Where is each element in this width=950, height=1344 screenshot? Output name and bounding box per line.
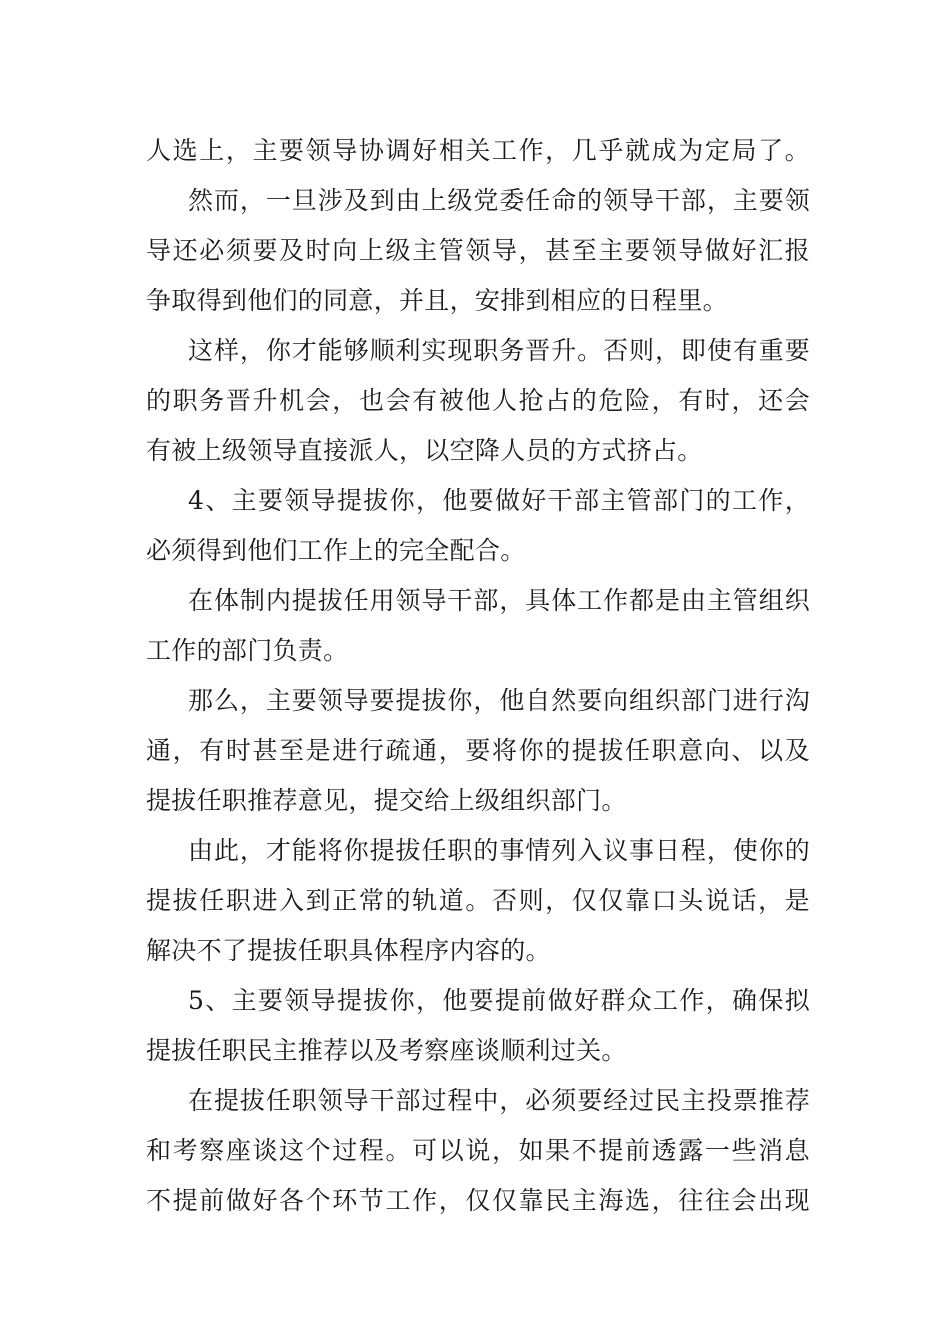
text-line-2: 然而，一旦涉及到由上级党委任命的领导干部，主要领 (188, 186, 810, 215)
text-line-3: 导还必须要及时向上级主管领导，甚至主要领导做好汇报 (146, 236, 810, 265)
text-line-14: 提拔任职推荐意见，提交给上级组织部门。 (146, 786, 627, 815)
text-line-17: 解决不了提拔任职具体程序内容的。 (146, 936, 551, 965)
text-line-13: 通，有时甚至是进行疏通，要将你的提拔任职意向、以及 (146, 736, 810, 765)
text-line-11: 工作的部门负责。 (146, 636, 349, 665)
text-line-5: 这样，你才能够顺利实现职务晋升。否则，即使有重要 (188, 336, 810, 365)
text-line-18: 5、主要领导提拔你，他要提前做好群众工作，确保拟 (188, 986, 810, 1015)
text-line-15: 由此，才能将你提拔任职的事情列入议事日程，使你的 (188, 836, 810, 865)
text-line-12: 那么，主要领导要提拔你，他自然要向组织部门进行沟 (188, 686, 810, 715)
text-line-9: 必须得到他们工作上的完全配合。 (146, 536, 526, 565)
text-line-20: 在提拔任职领导干部过程中，必须要经过民主投票推荐 (188, 1086, 810, 1115)
text-line-19: 提拔任职民主推荐以及考察座谈顺利过关。 (146, 1036, 627, 1065)
text-line-8: 4、主要领导提拔你，他要做好干部主管部门的工作， (188, 486, 810, 515)
text-line-7: 有被上级领导直接派人，以空降人员的方式挤占。 (146, 436, 703, 465)
text-line-6: 的职务晋升机会，也会有被他人抢占的危险，有时，还会 (146, 386, 810, 415)
text-line-21: 和考察座谈这个过程。可以说，如果不提前透露一些消息 (146, 1136, 810, 1165)
body-text (146, 126, 810, 1226)
text-line-1: 人选上，主要领导协调好相关工作，几乎就成为定局了。 (146, 136, 810, 165)
text-line-4: 争取得到他们的同意，并且，安排到相应的日程里。 (146, 286, 728, 315)
text-line-16: 提拔任职进入到正常的轨道。否则，仅仅靠口头说话，是 (146, 886, 810, 915)
text-line-22: 不提前做好各个环节工作，仅仅靠民主海选，往往会出现 (146, 1186, 810, 1215)
text-line-10: 在体制内提拔任用领导干部，具体工作都是由主管组织 (188, 586, 810, 615)
